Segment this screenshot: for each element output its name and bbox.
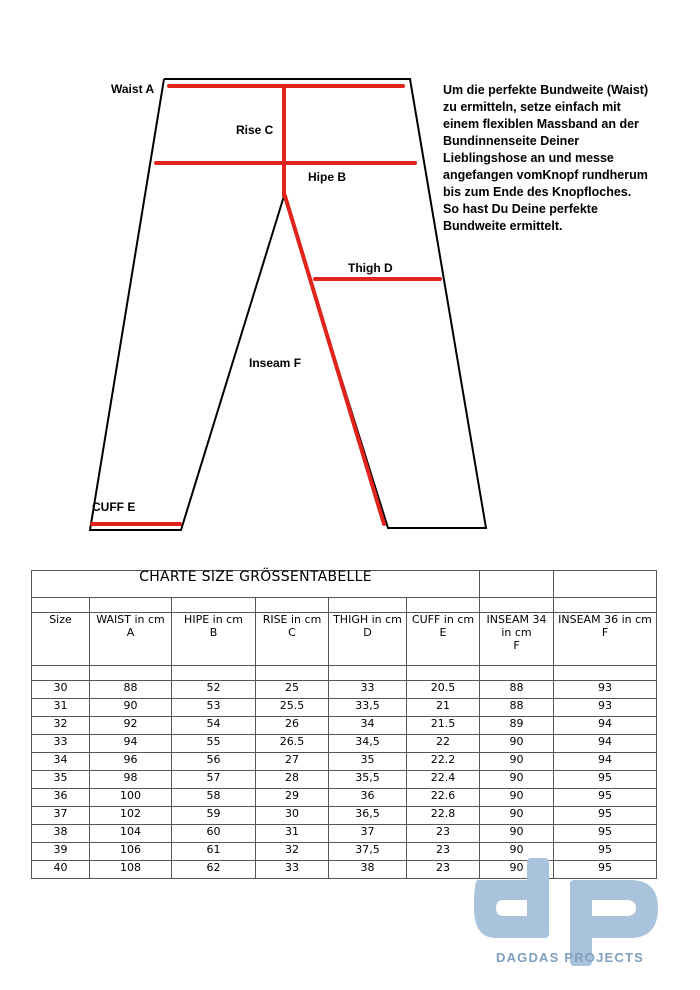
table-cell: 23 xyxy=(407,825,480,843)
table-cell: 35 xyxy=(329,753,407,771)
waist-instructions xyxy=(443,82,693,235)
table-cell: 90 xyxy=(480,789,554,807)
table-cell: 88 xyxy=(480,699,554,717)
header-hipe: HIPE in cm B xyxy=(172,613,256,666)
table-cell: 92 xyxy=(90,717,172,735)
table-cell: 26.5 xyxy=(256,735,329,753)
table-cell: 88 xyxy=(480,681,554,699)
table-cell: 95 xyxy=(554,825,657,843)
table-cell: 39 xyxy=(32,843,90,861)
table-cell: 93 xyxy=(554,681,657,699)
dagdas-projects-logo xyxy=(470,856,670,976)
table-row xyxy=(32,825,657,843)
table-cell: 32 xyxy=(32,717,90,735)
table-cell: 31 xyxy=(256,825,329,843)
instruction-line: Bundweite ermittelt. xyxy=(443,219,563,233)
table-cell: 21.5 xyxy=(407,717,480,735)
table-cell: 54 xyxy=(172,717,256,735)
table-cell: 55 xyxy=(172,735,256,753)
pants-outline xyxy=(90,79,486,530)
table-cell: 96 xyxy=(90,753,172,771)
instruction-line: Lieblingshose an und messe xyxy=(443,151,614,165)
table-cell: 25.5 xyxy=(256,699,329,717)
table-cell: 23 xyxy=(407,843,480,861)
table-cell: 35,5 xyxy=(329,771,407,789)
table-cell: 95 xyxy=(554,789,657,807)
table-cell: 56 xyxy=(172,753,256,771)
hipe-label: Hipe B xyxy=(308,170,347,184)
header-inseam-34: INSEAM 34 in cm F xyxy=(480,613,554,666)
table-row xyxy=(32,789,657,807)
table-cell: 90 xyxy=(480,735,554,753)
table-cell: 31 xyxy=(32,699,90,717)
table-cell: 98 xyxy=(90,771,172,789)
table-cell: 88 xyxy=(90,681,172,699)
logo-text: DAGDAS PROJECTS xyxy=(495,950,645,965)
table-cell: 53 xyxy=(172,699,256,717)
table-cell: 106 xyxy=(90,843,172,861)
table-row xyxy=(32,753,657,771)
table-cell: 90 xyxy=(480,825,554,843)
table-cell: 37,5 xyxy=(329,843,407,861)
instruction-line: Bundinnenseite Deiner xyxy=(443,134,580,148)
table-cell: 33,5 xyxy=(329,699,407,717)
table-cell: 90 xyxy=(90,699,172,717)
table-cell: 34,5 xyxy=(329,735,407,753)
table-cell: 36,5 xyxy=(329,807,407,825)
instruction-line: angefangen vomKnopf rundherum xyxy=(443,168,648,182)
instruction-line: zu ermitteln, setze einfach mit xyxy=(443,100,621,114)
table-cell: 22 xyxy=(407,735,480,753)
table-cell: 35 xyxy=(32,771,90,789)
table-cell: 22.8 xyxy=(407,807,480,825)
table-cell: 62 xyxy=(172,861,256,879)
table-cell: 90 xyxy=(480,807,554,825)
table-cell: 33 xyxy=(329,681,407,699)
table-row xyxy=(32,735,657,753)
waist-label: Waist A xyxy=(111,82,155,96)
table-cell: 104 xyxy=(90,825,172,843)
table-header-row xyxy=(32,613,657,666)
instruction-line: bis zum Ende des Knopfloches. xyxy=(443,185,632,199)
cuff-label: CUFF E xyxy=(92,500,136,514)
table-cell: 58 xyxy=(172,789,256,807)
table-cell: 94 xyxy=(554,735,657,753)
table-cell: 59 xyxy=(172,807,256,825)
table-cell: 32 xyxy=(256,843,329,861)
header-waist: WAIST in cm A xyxy=(90,613,172,666)
table-cell: 30 xyxy=(256,807,329,825)
thigh-label: Thigh D xyxy=(348,261,393,275)
table-cell: 60 xyxy=(172,825,256,843)
table-cell: 90 xyxy=(480,843,554,861)
rise-label: Rise C xyxy=(236,123,274,137)
table-cell: 94 xyxy=(554,753,657,771)
table-cell: 33 xyxy=(32,735,90,753)
table-row xyxy=(32,681,657,699)
table-cell: 40 xyxy=(32,861,90,879)
header-thigh: THIGH in cm D xyxy=(329,613,407,666)
table-cell: 94 xyxy=(90,735,172,753)
table-cell: 36 xyxy=(329,789,407,807)
table-cell: 21 xyxy=(407,699,480,717)
header-size: Size xyxy=(32,613,90,666)
table-cell: 38 xyxy=(329,861,407,879)
table-cell: 89 xyxy=(480,717,554,735)
table-cell: 27 xyxy=(256,753,329,771)
table-cell: 94 xyxy=(554,717,657,735)
instruction-line: Um die perfekte Bundweite (Waist) xyxy=(443,83,649,97)
table-cell: 23 xyxy=(407,861,480,879)
table-row xyxy=(32,717,657,735)
table-cell: 95 xyxy=(554,771,657,789)
table-row xyxy=(32,807,657,825)
table-cell: 38 xyxy=(32,825,90,843)
table-cell: 29 xyxy=(256,789,329,807)
table-cell: 95 xyxy=(554,861,657,879)
table-cell: 108 xyxy=(90,861,172,879)
table-cell: 22.4 xyxy=(407,771,480,789)
table-cell: 100 xyxy=(90,789,172,807)
table-cell: 34 xyxy=(32,753,90,771)
header-cuff: CUFF in cm E xyxy=(407,613,480,666)
header-rise: RISE in cm C xyxy=(256,613,329,666)
table-cell: 95 xyxy=(554,807,657,825)
table-cell: 30 xyxy=(32,681,90,699)
table-cell: 25 xyxy=(256,681,329,699)
table-cell: 37 xyxy=(329,825,407,843)
table-cell: 95 xyxy=(554,843,657,861)
table-title: CHARTE SIZE GRÖSSENTABELLE xyxy=(32,571,480,598)
table-cell: 102 xyxy=(90,807,172,825)
measure-lines xyxy=(92,86,440,524)
table-cell: 33 xyxy=(256,861,329,879)
table-cell: 28 xyxy=(256,771,329,789)
table-cell: 37 xyxy=(32,807,90,825)
table-cell: 93 xyxy=(554,699,657,717)
table-cell: 61 xyxy=(172,843,256,861)
table-cell: 36 xyxy=(32,789,90,807)
table-cell: 22.6 xyxy=(407,789,480,807)
size-chart-table xyxy=(31,570,657,879)
table-row xyxy=(32,771,657,789)
instruction-line: So hast Du Deine perfekte xyxy=(443,202,598,216)
header-inseam-36: INSEAM 36 in cm F xyxy=(554,613,657,666)
table-cell: 52 xyxy=(172,681,256,699)
table-cell: 22.2 xyxy=(407,753,480,771)
instruction-line: einem flexiblen Massband an der xyxy=(443,117,639,131)
table-cell: 20.5 xyxy=(407,681,480,699)
inseam-label: Inseam F xyxy=(249,356,302,370)
table-cell: 26 xyxy=(256,717,329,735)
table-cell: 90 xyxy=(480,771,554,789)
table-cell: 57 xyxy=(172,771,256,789)
table-cell: 34 xyxy=(329,717,407,735)
table-cell: 90 xyxy=(480,753,554,771)
table-cell: 90 xyxy=(480,861,554,879)
table-row xyxy=(32,699,657,717)
size-rows xyxy=(32,681,657,879)
